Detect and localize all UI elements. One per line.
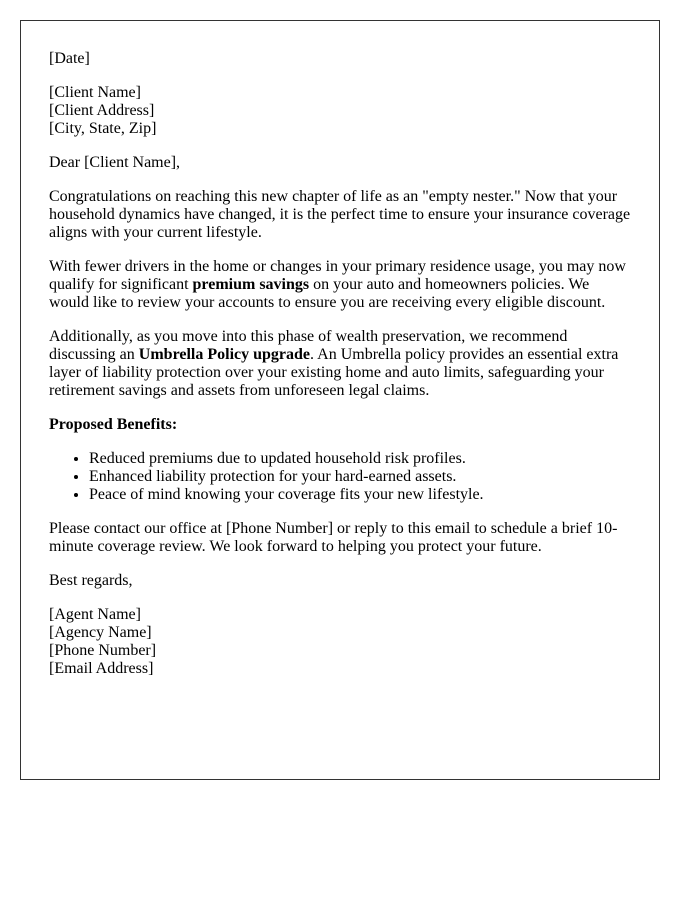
signature-block [49,606,631,678]
agency-name: [Agency Name] [49,624,152,641]
benefits-heading [49,416,631,434]
recipient-city-state-zip: [City, State, Zip] [49,120,157,137]
benefit-item: • Enhanced liability protection for your hard-earned assets. [89,468,631,486]
benefits-list [49,450,631,504]
agent-name: [Agent Name] [49,606,141,623]
benefits-heading-text: Proposed Benefits: [49,416,178,433]
sign-off: Best regards, [49,572,133,589]
recipient-name: [Client Name] [49,84,141,101]
closing-paragraph: Please contact our office at [Phone Number] or reply to this email to schedule a brief 10-minute coverage review. We look forward to helping you protect your future. [49,520,618,555]
benefit-item: • Peace of mind knowing your coverage fits your new lifestyle. [89,486,631,504]
phone-number: [Phone Number] [49,642,157,659]
paragraph-premium-savings-text-2: on your auto and homeowners policies. We would like to review your accounts to ensure you are receiving every eligible discount. [49,276,606,311]
paragraph-premium-savings-text-1: With fewer drivers in the home or changes in your primary residence usage, you may now qualify for significant [49,258,626,293]
salutation: Dear [Client Name], [49,154,181,171]
premium-savings-emphasis: premium savings [192,276,310,293]
benefit-item: • Reduced premiums due to updated household risk profiles. [89,450,631,468]
recipient-block [49,84,631,138]
email-address: [Email Address] [49,660,154,677]
letter-page [20,20,660,780]
paragraph-premium-savings [49,258,631,312]
paragraph-umbrella-policy [49,328,631,400]
recipient-address: [Client Address] [49,102,155,119]
umbrella-policy-emphasis: Umbrella Policy upgrade [138,346,311,363]
paragraph-umbrella-text-2: . An Umbrella policy provides an essential extra layer of liability protection over your existing home and auto limits, safeguarding your retirement savings and assets from unforeseen legal claims. [49,346,619,399]
paragraph-congratulations: Congratulations on reaching this new chapter of life as an "empty nester." Now that your household dynamics have changed, it is the perfect time to ensure your insurance coverage aligns with your current lifestyle. [49,188,631,241]
letter-date: [Date] [49,50,90,67]
paragraph-umbrella-text-1: Additionally, as you move into this phase of wealth preservation, we recommend discussing an [49,328,568,363]
